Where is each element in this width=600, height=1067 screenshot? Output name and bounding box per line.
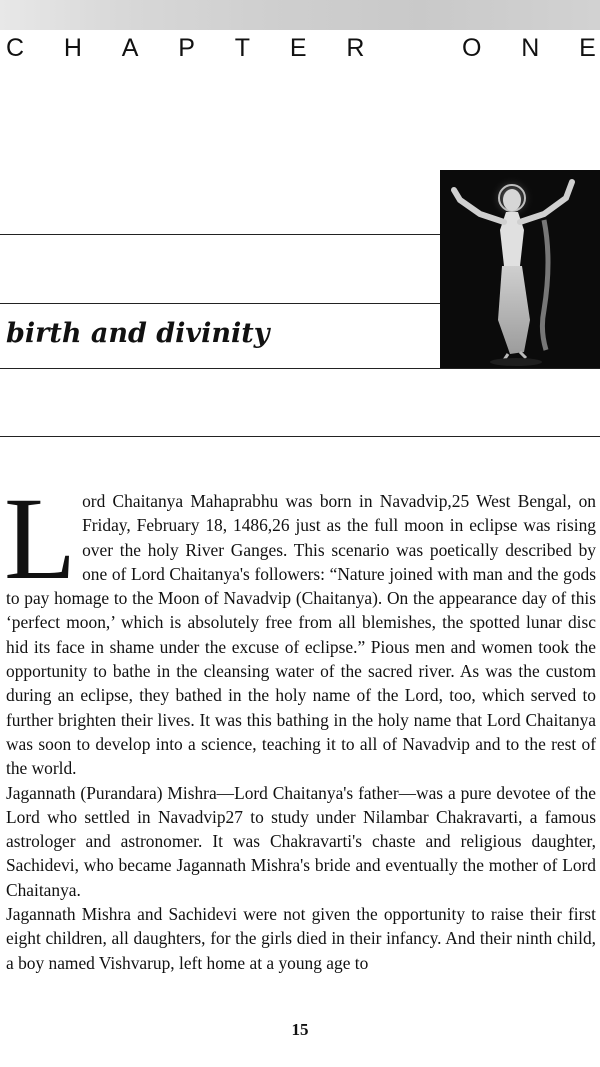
chapter-letter: T bbox=[234, 34, 251, 62]
chapter-title: birth and divinity bbox=[6, 318, 270, 349]
chapter-letter: C bbox=[6, 34, 25, 62]
heading-gap bbox=[404, 34, 422, 63]
drop-cap: L bbox=[4, 473, 77, 604]
paragraph bbox=[6, 781, 596, 902]
chapter-heading bbox=[6, 34, 596, 63]
divider-rule bbox=[0, 234, 440, 235]
paragraph-text: ord Chaitanya Mahaprabhu was born in Navadvip,25 West Bengal, on Friday, February 18, 1486,26 just as the full moon in eclipse was rising over the holy River Ganges. This scenario was poetically described by one of Lord Chaitanya's followers: “Nature joined with man and the gods to pay homage to the Moon of Navadvip (Chaitanya). On the appearance day of this ‘perfect moon,’ which is absolutely free from all blemishes, the spotted lunar disc hid its face in shame under the excuse of eclipse.” Pious men and women took the opportunity to bathe in the cleansing water of the sacred river. As was the custom during an eclipse, they bathed in the holy name of the Lord, too, which served to further brighten their lives. It was this bathing in the holy name that Lord Chaitanya was soon to develop into a science, teaching it to all of Navadvip and to the rest of the world. bbox=[6, 491, 596, 779]
deity-photo bbox=[440, 170, 600, 368]
divider-rule bbox=[0, 303, 440, 304]
paragraph bbox=[6, 902, 596, 975]
divider-rule bbox=[0, 368, 600, 369]
chapter-letter: E bbox=[579, 34, 596, 62]
chapter-letter: H bbox=[63, 34, 82, 62]
paragraph-text: Jagannath (Purandara) Mishra—Lord Chaitanya's father—was a pure devotee of the Lord who settled in Navadvip27 to study under Nilambar Chakravarti, a famous astrologer and astronomer. It was Chakravarti's chaste and religious daughter, Sachidevi, who became Jagannath Mishra's bride and eventually the mother of Lord Chaitanya. bbox=[6, 782, 596, 900]
chapter-letter: E bbox=[289, 34, 307, 62]
page-number: 15 bbox=[291, 1020, 309, 1039]
paragraph-text: Jagannath Mishra and Sachidevi were not given the opportunity to raise their first eight children, all daughters, for the girls died in their infancy. And their ninth child, a boy named Vishvarup, left home at a young age to bbox=[6, 904, 596, 973]
top-gray-band bbox=[0, 0, 600, 30]
paragraph bbox=[4, 473, 596, 781]
body-text bbox=[4, 473, 596, 975]
chapter-letter: P bbox=[178, 34, 195, 62]
chapter-letter: A bbox=[121, 34, 139, 62]
divider-rule bbox=[0, 436, 600, 437]
chapter-letter: O bbox=[462, 34, 482, 62]
chapter-letter: N bbox=[521, 34, 540, 62]
chapter-letter: R bbox=[346, 34, 365, 62]
